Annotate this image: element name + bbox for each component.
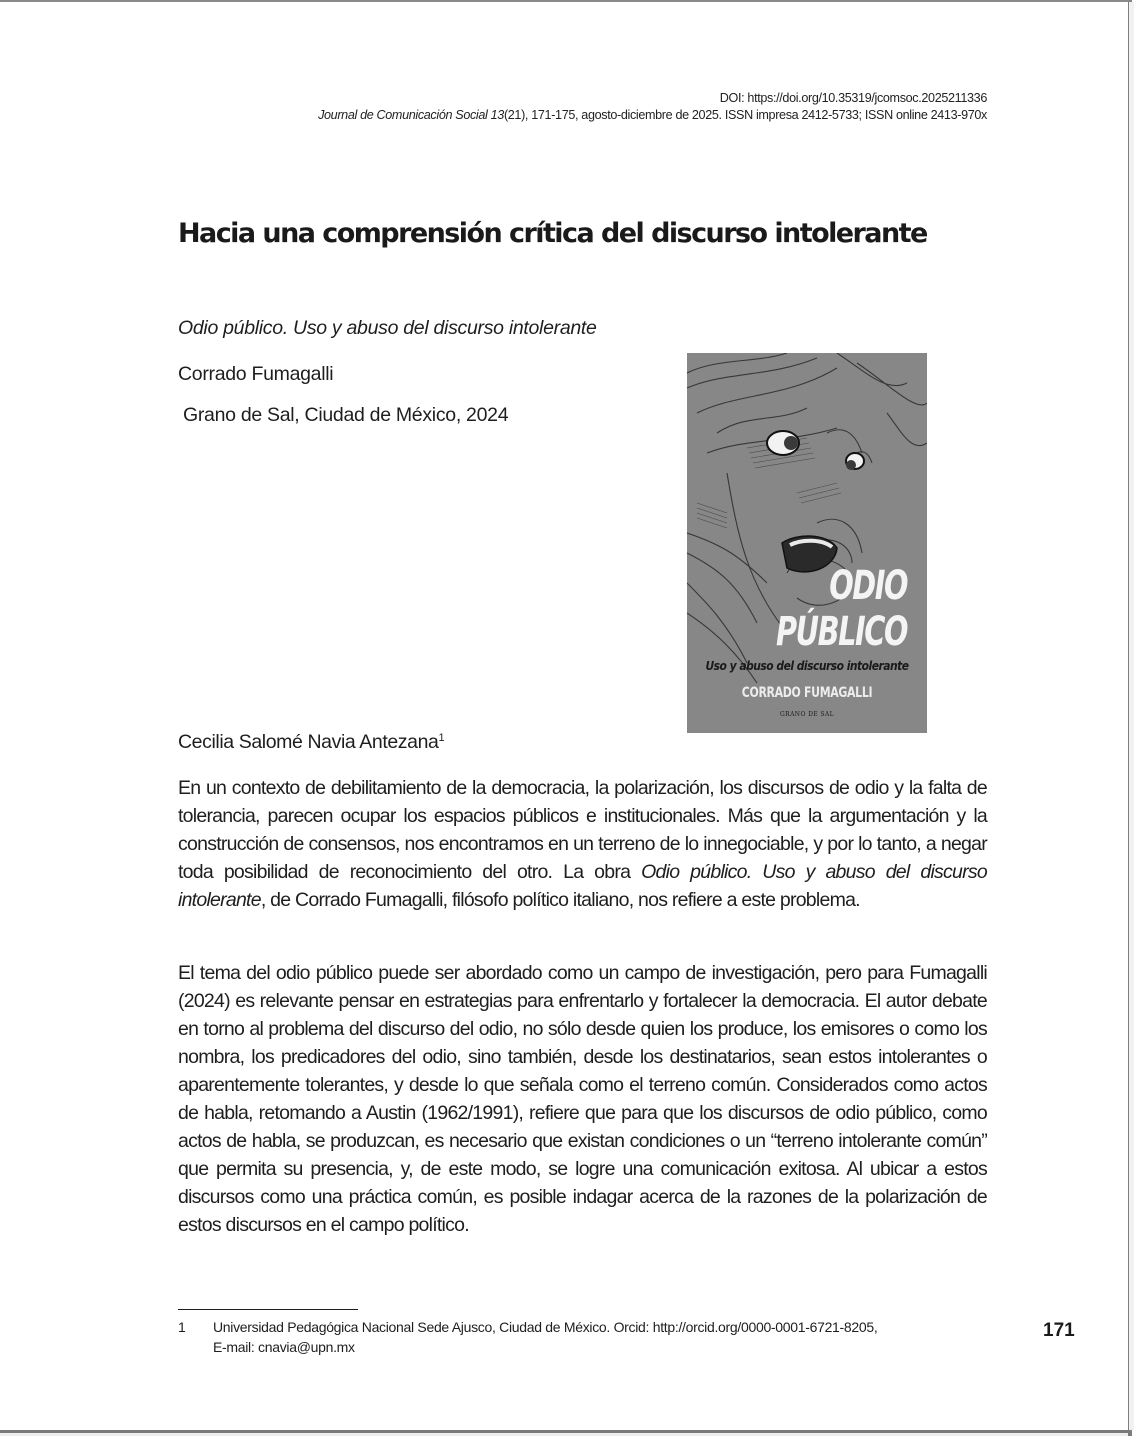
page-edge-shadow-bottom [0, 1433, 1128, 1436]
journal-name: Journal de Comunicación Social 13 [318, 108, 504, 122]
paragraph-text: En un contexto de debilitamiento de la democracia, la polarización, los discursos de odio y la falta de tolerancia, parecen ocupar los espacios públicos e institucionales. Más que la argumentación y la construcción de consensos, nos encontramos en un terreno de lo innegociable, y por lo tanto, a negar toda posibilidad de reconocimiento del otro. La obra [178, 777, 987, 883]
book-publisher: Grano de Sal, Ciudad de México, 2024 [183, 404, 509, 426]
doi-link[interactable]: DOI: https://doi.org/10.35319/jcomsoc.2025211336 [719, 91, 987, 105]
footnote-number: 1 [178, 1319, 186, 1335]
journal-citation [318, 107, 987, 124]
book-cover-image [687, 353, 927, 733]
cover-title [776, 563, 907, 655]
footnote-marker[interactable]: 1 [438, 732, 445, 744]
page-edge-shadow [1129, 2, 1134, 1430]
running-header [318, 90, 987, 124]
cover-title-line-2: PÚBLICO [775, 609, 907, 655]
reviewer-name-text: Cecilia Salomé Navia Antezana [178, 731, 439, 753]
body-paragraph-2: El tema del odio público puede ser abordado como un campo de investigación, pero para Fumagalli (2024) es relevante pensar en estrategias para enfrentarlo y fortalecer la democracia. El autor debate en torno al problema del discurso del odio, no sólo desde quien los produce, los emisores o como los nombra, los predicadores del odio, sino también, desde los destinatarios, sean estos intolerantes o aparentemente tolerantes, y desde lo que señala como el terreno común. Considerados como actos de habla, retomando a Austin (1962/1991), refiere que para que los discursos de odio público, como actos de habla, se produzcan, es necesario que existan condiciones o un “terreno intolerante común” que permita su presencia, y, de este modo, se logre una comunicación exitosa. Al ubicar a estos discursos como una práctica común, es posible indagar acerca de la razones de la polarización de estos discursos en el campo político. [178, 962, 987, 1236]
book-author: Corrado Fumagalli [178, 363, 334, 385]
page-number: 171 [1043, 1320, 1075, 1341]
reviewer-name [178, 731, 444, 754]
book-title: Odio público. Uso y abuso del discurso intolerante [178, 317, 597, 339]
cover-publisher-logo: GRANO DE SAL [779, 711, 835, 718]
cover-subtitle: Uso y abuso del discurso intolerante [705, 658, 909, 673]
book-title-reference: Odio público. Uso y abuso del discurso intolerante [178, 861, 987, 911]
angry-face-illustration [687, 353, 927, 733]
body-paragraph-1 [178, 774, 987, 914]
footnote-email[interactable]: E-mail: cnavia@upn.mx [213, 1339, 355, 1355]
footnote-divider [178, 1309, 358, 1310]
article-title: Hacia una comprensión crítica del discurso intolerante [178, 218, 927, 249]
cover-author: CORRADO FUMAGALLI [741, 685, 873, 701]
cover-title-line-1: ODIO [829, 563, 907, 609]
citation-details: (21), 171-175, agosto-diciembre de 2025. ISSN impresa 2412-5733; ISSN online 2413-970x [503, 108, 987, 122]
footnote-text: Universidad Pedagógica Nacional Sede Ajusco, Ciudad de México. Orcid: http://orcid.org/0000-0001-6721-8205, [213, 1319, 878, 1335]
paragraph-text: , de Corrado Fumagalli, filósofo político italiano, nos refiere a este problema. [260, 889, 860, 911]
